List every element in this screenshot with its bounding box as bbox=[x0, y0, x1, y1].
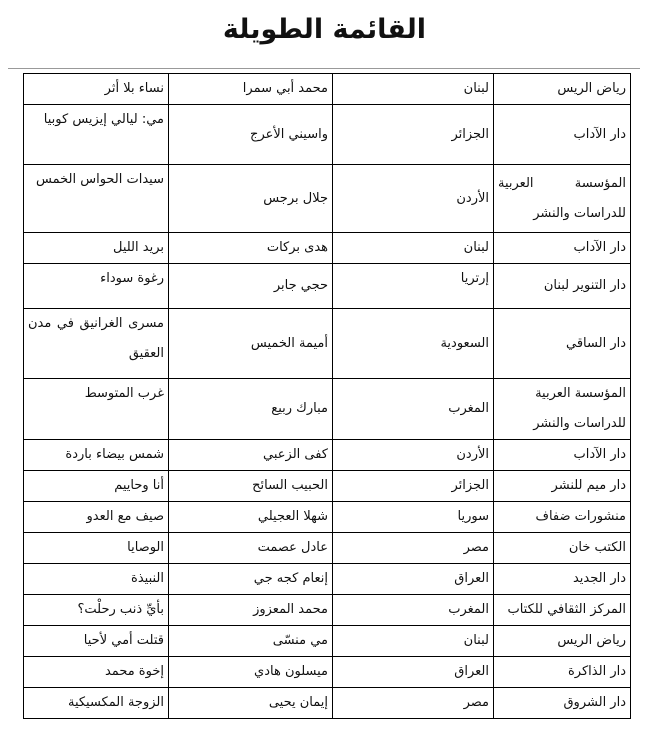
book-cell: بأيِّ ذنب رحلْت؟ bbox=[24, 595, 169, 626]
book-cell: صيف مع العدو bbox=[24, 502, 169, 533]
page-title: القائمة الطويلة bbox=[222, 14, 427, 45]
publisher-cell: رياض الريس bbox=[494, 74, 631, 105]
table-row bbox=[24, 564, 631, 595]
book-cell: بريد الليل bbox=[24, 233, 169, 264]
country-cell: العراق bbox=[333, 564, 494, 595]
longlist-table bbox=[23, 73, 631, 719]
publisher-cell: دار ميم للنشر bbox=[494, 471, 631, 502]
country-cell: لبنان bbox=[333, 233, 494, 264]
table-row bbox=[24, 105, 631, 165]
publisher-cell: المركز الثقافي للكتاب bbox=[494, 595, 631, 626]
country-cell: سوريا bbox=[333, 502, 494, 533]
publisher-cell: دار الآداب bbox=[494, 233, 631, 264]
title-divider bbox=[8, 68, 640, 69]
author-cell: جلال برجس bbox=[169, 165, 333, 233]
publisher-cell: منشورات ضفاف bbox=[494, 502, 631, 533]
book-cell: سيدات الحواس الخمس bbox=[24, 165, 169, 233]
author-cell: أميمة الخميس bbox=[169, 309, 333, 379]
table-row bbox=[24, 657, 631, 688]
publisher-cell: دار التنوير لبنان bbox=[494, 264, 631, 309]
author-cell: كفى الزعبي bbox=[169, 440, 333, 471]
author-cell: واسيني الأعرج bbox=[169, 105, 333, 165]
author-cell: عادل عصمت bbox=[169, 533, 333, 564]
book-cell: شمس بيضاء باردة bbox=[24, 440, 169, 471]
table-row bbox=[24, 471, 631, 502]
author-cell: حجي جابر bbox=[169, 264, 333, 309]
country-cell: مصر bbox=[333, 533, 494, 564]
publisher-cell: دار الساقي bbox=[494, 309, 631, 379]
author-cell: هدى بركات bbox=[169, 233, 333, 264]
publisher-cell: دار الذاكرة bbox=[494, 657, 631, 688]
publisher-cell: رياض الريس bbox=[494, 626, 631, 657]
author-cell: ميسلون هادي bbox=[169, 657, 333, 688]
table-row bbox=[24, 533, 631, 564]
country-cell: الأردن bbox=[333, 165, 494, 233]
table-row bbox=[24, 309, 631, 379]
country-cell: المغرب bbox=[333, 595, 494, 626]
publisher-cell: المؤسسة العربية للدراسات والنشر bbox=[494, 165, 631, 233]
book-cell: قتلت أمي لأحيا bbox=[24, 626, 169, 657]
author-cell: محمد المعزوز bbox=[169, 595, 333, 626]
country-cell: السعودية bbox=[333, 309, 494, 379]
author-cell: إيمان يحيى bbox=[169, 688, 333, 719]
table-row bbox=[24, 502, 631, 533]
author-cell: الحبيب السائح bbox=[169, 471, 333, 502]
author-cell: مبارك ربيع bbox=[169, 379, 333, 440]
table-row bbox=[24, 264, 631, 309]
table-row bbox=[24, 595, 631, 626]
table-row bbox=[24, 688, 631, 719]
publisher-cell: دار الآداب bbox=[494, 105, 631, 165]
book-cell: غرب المتوسط bbox=[24, 379, 169, 440]
table-row bbox=[24, 233, 631, 264]
author-cell: محمد أبي سمرا bbox=[169, 74, 333, 105]
author-cell: إنعام كجه جي bbox=[169, 564, 333, 595]
publisher-cell: دار الشروق bbox=[494, 688, 631, 719]
book-cell: إخوة محمد bbox=[24, 657, 169, 688]
country-cell: المغرب bbox=[333, 379, 494, 440]
country-cell: مصر bbox=[333, 688, 494, 719]
author-cell: شهلا العجيلي bbox=[169, 502, 333, 533]
book-cell: الزوجة المكسيكية bbox=[24, 688, 169, 719]
country-cell: الجزائر bbox=[333, 471, 494, 502]
book-cell: نساء بلا أثر bbox=[24, 74, 169, 105]
table-row bbox=[24, 379, 631, 440]
author-cell: مي منسّى bbox=[169, 626, 333, 657]
country-cell: لبنان bbox=[333, 626, 494, 657]
table-row bbox=[24, 626, 631, 657]
book-cell: النبيذة bbox=[24, 564, 169, 595]
country-cell: إرتريا bbox=[333, 264, 494, 309]
book-cell: أنا وحاييم bbox=[24, 471, 169, 502]
country-cell: الجزائر bbox=[333, 105, 494, 165]
publisher-cell: الكتب خان bbox=[494, 533, 631, 564]
table-row bbox=[24, 165, 631, 233]
country-cell: العراق bbox=[333, 657, 494, 688]
book-cell: مي: ليالي إيزيس كوبيا bbox=[24, 105, 169, 165]
publisher-cell: دار الجديد bbox=[494, 564, 631, 595]
country-cell: لبنان bbox=[333, 74, 494, 105]
publisher-cell: المؤسسة العربية للدراسات والنشر bbox=[494, 379, 631, 440]
country-cell: الأردن bbox=[333, 440, 494, 471]
book-cell: مسرى الغرانيق في مدن العقيق bbox=[24, 309, 169, 379]
table-row bbox=[24, 440, 631, 471]
book-cell: الوصايا bbox=[24, 533, 169, 564]
book-cell: رغوة سوداء bbox=[24, 264, 169, 309]
publisher-cell: دار الآداب bbox=[494, 440, 631, 471]
table-row bbox=[24, 74, 631, 105]
